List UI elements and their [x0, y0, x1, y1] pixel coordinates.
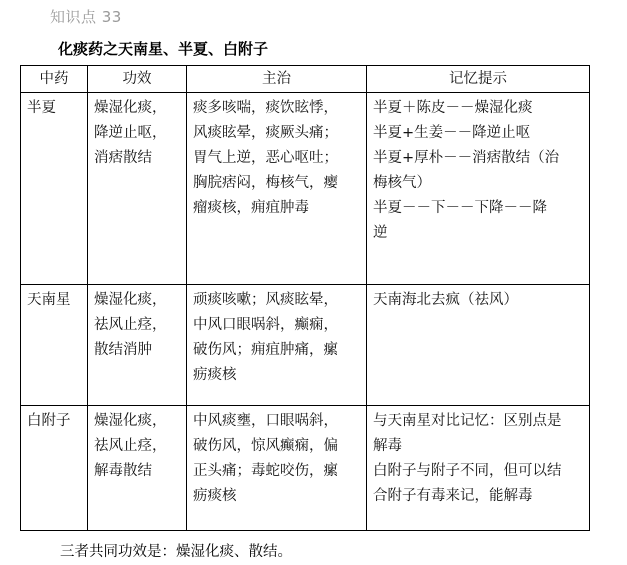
- indication-line: 中风痰壅，口眼㖞斜，: [193, 413, 338, 429]
- indication-line: 瘤痰核，痈疽肿毒: [193, 200, 309, 216]
- column-header-memory: 记忆提示: [367, 66, 590, 93]
- effect-line: 散结消肿: [94, 342, 152, 358]
- memory-line: 半夏+厚朴－－消痞散结（治: [373, 150, 560, 166]
- table-header-row: [21, 66, 590, 93]
- memory-cell: [367, 93, 590, 285]
- drug-name: 半夏: [27, 100, 56, 116]
- column-header-indication: 主治: [187, 66, 367, 93]
- effect-line: 祛风止痉，: [94, 438, 167, 454]
- effect-line: 消痞散结: [94, 150, 152, 166]
- indication-line: 疬痰核: [193, 488, 237, 504]
- memory-line: 天南海北去疯（祛风）: [373, 292, 518, 308]
- memory-line: 半夏－－下－－下降－－降: [373, 200, 547, 216]
- effect-line: 降逆止呕，: [94, 125, 167, 141]
- column-header-drug: 中药: [21, 66, 88, 93]
- effect-line: 燥湿化痰，: [94, 413, 167, 429]
- indication-line: 胸脘痞闷，梅核气，瘿: [193, 175, 338, 191]
- memory-line: 白附子与附子不同，但可以结: [373, 463, 562, 479]
- effect-line: 燥湿化痰，: [94, 100, 167, 116]
- page-title: 化痰药之天南星、半夏、白附子: [58, 40, 269, 58]
- memory-line: 逆: [373, 225, 388, 241]
- indication-line: 破伤风，惊风癫痫，偏: [193, 438, 338, 454]
- indication-cell: [187, 93, 367, 285]
- indication-line: 破伤风；痈疽肿痛，瘰: [193, 342, 338, 358]
- indication-line: 顽痰咳嗽；风痰眩晕，: [193, 292, 338, 308]
- drug-cell: [21, 93, 88, 285]
- indication-line: 痰多咳喘，痰饮眩悸，: [193, 100, 338, 116]
- table-row: [21, 406, 590, 531]
- drug-name: 天南星: [27, 292, 71, 308]
- memory-line: 解毒: [373, 438, 402, 454]
- drug-name: 白附子: [27, 413, 71, 429]
- effect-cell: [88, 285, 187, 406]
- memory-cell: [367, 406, 590, 531]
- effect-line: 祛风止痉，: [94, 317, 167, 333]
- effect-cell: [88, 406, 187, 531]
- herb-comparison-table: [20, 65, 590, 531]
- indication-line: 疬痰核: [193, 367, 237, 383]
- indication-cell: [187, 285, 367, 406]
- indication-line: 正头痛；毒蛇咬伤，瘰: [193, 463, 338, 479]
- indication-line: 风痰眩晕，痰厥头痛；: [193, 125, 338, 141]
- knowledge-point-label: 知识点 33: [50, 8, 122, 26]
- effect-line: 解毒散结: [94, 463, 152, 479]
- indication-line: 胃气上逆，恶心呕吐；: [193, 150, 338, 166]
- summary-text: 三者共同功效是：燥湿化痰、散结。: [60, 544, 292, 560]
- table-row: [21, 285, 590, 406]
- table-row: [21, 93, 590, 285]
- indication-line: 中风口眼㖞斜，癫痫，: [193, 317, 338, 333]
- memory-cell: [367, 285, 590, 406]
- memory-line: 半夏＋陈皮－－燥湿化痰: [373, 100, 533, 116]
- effect-line: 燥湿化痰，: [94, 292, 167, 308]
- indication-cell: [187, 406, 367, 531]
- memory-line: 半夏+生姜－－降逆止呕: [373, 125, 531, 141]
- memory-line: 合附子有毒来记，能解毒: [373, 488, 533, 504]
- column-header-effect: 功效: [88, 66, 187, 93]
- drug-cell: [21, 285, 88, 406]
- drug-cell: [21, 406, 88, 531]
- memory-line: 与天南星对比记忆：区别点是: [373, 413, 562, 429]
- effect-cell: [88, 93, 187, 285]
- memory-line: 梅核气）: [373, 175, 431, 191]
